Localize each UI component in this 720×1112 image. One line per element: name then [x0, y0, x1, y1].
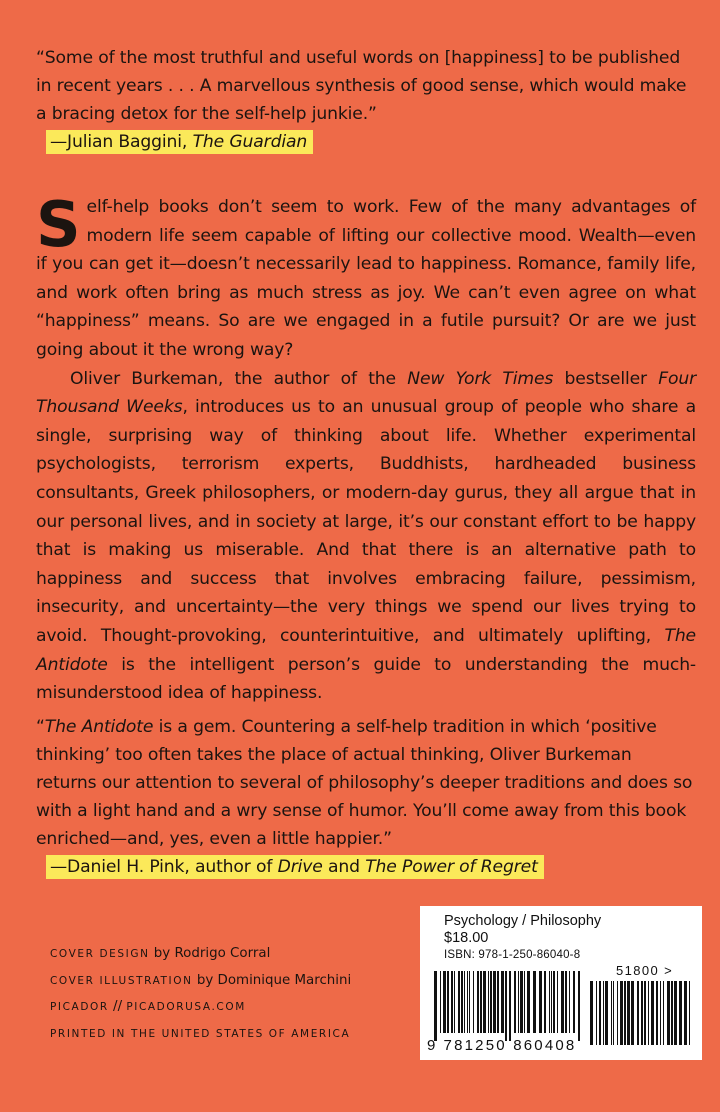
barcode-bar: [477, 971, 479, 1033]
barcode-bar: [454, 971, 455, 1033]
barcode-bar: [599, 981, 601, 1045]
description-paragraph-2: Oliver Burkeman, the author of the New York Times bestseller Four Thousand Weeks, introduces us to an unusual group of people who share a single, surprising way of thinking about life. Whether experimental psychologists, terrorism experts, Buddhists, hardheaded business consultants, Greek philosophers, or modern-day gurus, they all argue that in our personal lives, and in society at large, it’s our constant effort to be happy that is making us miserable. And that there is an alternative path to happiness and success that involves embracing failure, pessimism, insecurity, and uncertainty—the very things we spend our lives trying to avoid. Thought-provoking, counterintuitive, and ultimately uplifting, The Antidote is the intelligent person’s guide to understanding the much-misunderstood idea of happiness.: [36, 368, 696, 704]
barcode-bar: [624, 981, 626, 1045]
barcode-bar: [501, 971, 504, 1033]
barcode-bar: [451, 971, 453, 1033]
quote-source: The Guardian: [192, 132, 308, 152]
barcode-bar: [518, 971, 519, 1033]
isbn-barcode: [434, 971, 580, 1041]
drop-cap: S: [36, 188, 81, 261]
barcode-bar: [648, 981, 649, 1045]
barcode-bar: [447, 971, 449, 1033]
publisher-line: PICADOR // PICADORUSA.COM: [50, 999, 246, 1014]
barcode-bar: [544, 971, 546, 1033]
barcode-bar: [473, 971, 474, 1033]
barcode-bar: [490, 971, 492, 1033]
quote-text: is a gem. Countering a self-help tradition in which ‘positive thinking’ too often takes the place of actual thinking, Oliver Burkeman returns our attention to several of philosophy’s deeper traditions and does so with a light hand and a wry sense of humor. You’ll come away from this book enriched—and, yes, even a little happier.”: [36, 717, 693, 849]
barcode-bar: [458, 971, 460, 1033]
quote-title: The Antidote: [44, 717, 154, 737]
barcode-bar: [674, 981, 677, 1045]
book-price: $18.00: [444, 930, 489, 946]
barcode-bar: [467, 971, 468, 1033]
barcode-bar: [464, 971, 465, 1033]
barcode-bar: [671, 981, 673, 1045]
barcode-bar: [549, 971, 550, 1033]
barcode-bar: [644, 981, 646, 1045]
barcode-bar: [596, 981, 597, 1045]
barcode-bar: [520, 971, 523, 1033]
barcode-bar: [497, 971, 499, 1033]
barcode-bar: [620, 981, 623, 1045]
barcode-bar: [483, 971, 486, 1033]
barcode-bar: [627, 981, 630, 1045]
barcode-bar: [590, 981, 593, 1045]
barcode-bar: [440, 971, 441, 1033]
barcode-bar: [637, 981, 639, 1045]
barcode-bar: [565, 971, 567, 1033]
barcode-bar: [488, 971, 489, 1033]
barcode-bar: [641, 981, 643, 1045]
barcode-digits: 9 781250 860408: [427, 1037, 577, 1054]
barcode-bar: [527, 971, 530, 1033]
barcode-bar: [557, 971, 558, 1033]
barcode-bar: [573, 971, 575, 1033]
barcode-bar: [524, 971, 525, 1033]
cover-illustration-credit: COVER ILLUSTRATION by Dominique Marchini: [50, 972, 352, 988]
barcode-bar: [656, 981, 658, 1045]
quote-text: “Some of the most truthful and useful words on [happiness] to be published in recent years . . . A marvellous synthesis of good sense, which would make a bracing detox for the self-help junkie.”: [36, 48, 687, 124]
barcode-bar: [561, 971, 564, 1033]
barcode-bar: [679, 981, 682, 1045]
quote-attribution: —Daniel H. Pink, author of Drive and The Power of Regret: [46, 855, 544, 879]
barcode-bar: [514, 971, 516, 1033]
barcode-bar: [660, 981, 661, 1045]
barcode-bar: [611, 981, 612, 1045]
barcode-bar: [493, 971, 496, 1033]
barcode-bar: [461, 971, 463, 1033]
barcode-bar: [443, 971, 446, 1033]
barcode-bar: [689, 981, 690, 1045]
barcode-bar: [469, 971, 470, 1033]
barcode-bar: [651, 981, 654, 1045]
description-paragraph-1: Self-help books don’t seem to work. Few of the many advantages of modern life seem capable of lifting our collective mood. Wealth—even if you can get it—doesn’t necessarily lead to happiness. Romance, family life, and work often bring as much stress as joy. We can’t even agree on what “happiness” means. So are we engaged in a futile pursuit? Or are we just going about it the wrong way?: [36, 188, 696, 360]
printed-in-line: PRINTED IN THE UNITED STATES OF AMERICA: [50, 1027, 351, 1040]
barcode-bar: [539, 971, 542, 1033]
barcode-bar: [613, 981, 614, 1045]
barcode-bar: [505, 971, 507, 1041]
opening-review-quote: [36, 44, 696, 156]
barcode-bar: [663, 981, 664, 1045]
barcode-bar: [533, 971, 536, 1033]
price-barcode: [590, 981, 690, 1045]
isbn-text: ISBN: 978-1-250-86040-8: [444, 949, 581, 961]
book-description: [36, 188, 696, 708]
barcode-bar: [578, 971, 580, 1041]
barcode-bar: [569, 971, 570, 1033]
barcode-bar: [684, 981, 687, 1045]
barcode-bar: [553, 971, 555, 1033]
price-code: 51800 >: [616, 963, 674, 978]
barcode-bar: [631, 981, 634, 1045]
closing-review-quote: “The Antidote is a gem. Countering a self-help tradition in which ‘positive thinking’ too often takes the place of actual thinking, Oliver Burkeman returns our attention to several of philosophy’s deeper traditions and does so with a light hand and a wry sense of humor. You’ll come away from this book enriched—and, yes, even a little happier.” —Daniel H. Pink, author of Drive and The Power of Regret: [36, 717, 693, 877]
barcode-bar: [667, 981, 670, 1045]
barcode-bar: [509, 971, 511, 1041]
quote-attribution: —Julian Baggini, The Guardian: [46, 130, 313, 154]
barcode-label: [420, 906, 702, 1060]
cover-design-credit: COVER DESIGN by Rodrigo Corral: [50, 946, 271, 961]
barcode-bar: [603, 981, 604, 1045]
barcode-bar: [434, 971, 437, 1041]
barcode-bar: [551, 971, 552, 1033]
cover-credits: [50, 941, 351, 1047]
barcode-bar: [480, 971, 482, 1033]
barcode-bar: [605, 981, 608, 1045]
barcode-bar: [617, 981, 618, 1045]
book-category: Psychology / Philosophy: [444, 913, 602, 929]
